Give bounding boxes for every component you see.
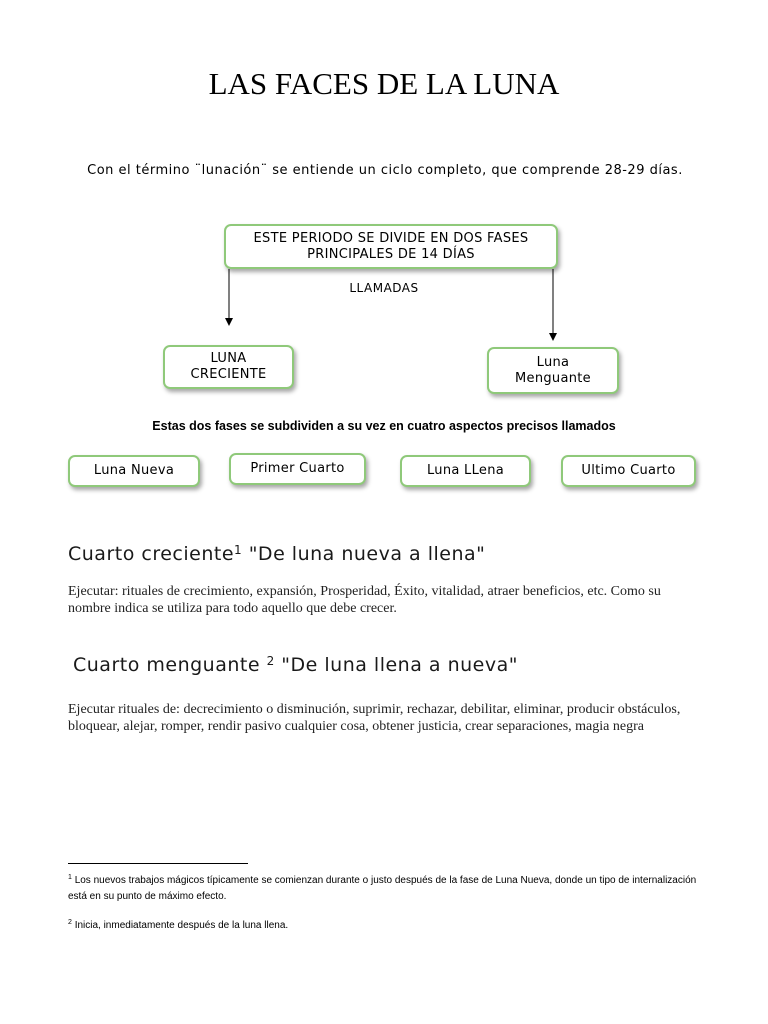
section-heading-menguante: Cuarto menguante $^2$ "De luna llena a nueva" — [73, 654, 518, 676]
subdivision-text: Estas dos fases se subdividen a su vez en cuatro aspectos precisos llamados — [152, 419, 616, 433]
aspect-box-primer-cuarto — [229, 453, 366, 485]
footnote-1: $^1$ Los nuevos trabajos mágicos típicamente se comienzan durante o justo después de la fase de Luna Nueva, donde un tipo de internalización está en su punto de máximo efecto. — [68, 874, 697, 902]
aspect-label: Luna LLena — [426, 463, 505, 478]
aspect-box-ultimo-cuarto — [561, 455, 696, 487]
diagram-right-box — [487, 347, 619, 394]
aspect-label: Primer Cuarto — [250, 461, 345, 476]
intro-paragraph: Con el término ¨lunación¨ se entiende un ciclo completo, que comprende 28-29 días. — [87, 163, 683, 178]
footnote-separator — [68, 863, 248, 864]
diagram-right-box-label: Luna Menguante — [515, 354, 591, 386]
footnote-ref-2[interactable]: 2 — [266, 654, 275, 668]
diagram-top-box-label: ESTE PERIODO SE DIVIDE EN DOS FASES PRINCIPALES DE 14 DÍAS — [253, 230, 529, 262]
page-title: LAS FACES DE LA LUNA — [208, 66, 560, 101]
section-body-creciente: Ejecutar: rituales de crecimiento, expansión, Prosperidad, Éxito, vitalidad, atraer beneficios, etc. Como su nombre indica se utiliza para todo aquello que debe crecer. — [68, 584, 661, 616]
aspect-box-luna-nueva — [68, 455, 200, 487]
section-heading-creciente: Cuarto creciente$^1$ "De luna nueva a llena" — [68, 543, 486, 565]
footnote-ref-1[interactable]: 1 — [234, 543, 243, 557]
diagram-left-box-label: LUNA CRECIENTE — [190, 351, 267, 382]
footnote-2: $^2$ Inicia, inmediatamente después de la luna llena. — [68, 919, 289, 931]
aspect-label: Luna Nueva — [93, 463, 175, 478]
diagram-left-box — [163, 345, 294, 389]
section-body-menguante: Ejecutar rituales de: decrecimiento o disminución, suprimir, rechazar, debilitar, eliminar, producir obstáculos, bloquear, alejar, romper, rendir pasivo cualquier cosa, obtener justicia, crear separaciones, magia negra — [68, 702, 681, 734]
diagram-connector-label: LLAMADAS — [349, 281, 419, 295]
aspect-box-luna-llena — [400, 455, 531, 487]
aspect-label: Ultimo Cuarto — [581, 463, 676, 478]
